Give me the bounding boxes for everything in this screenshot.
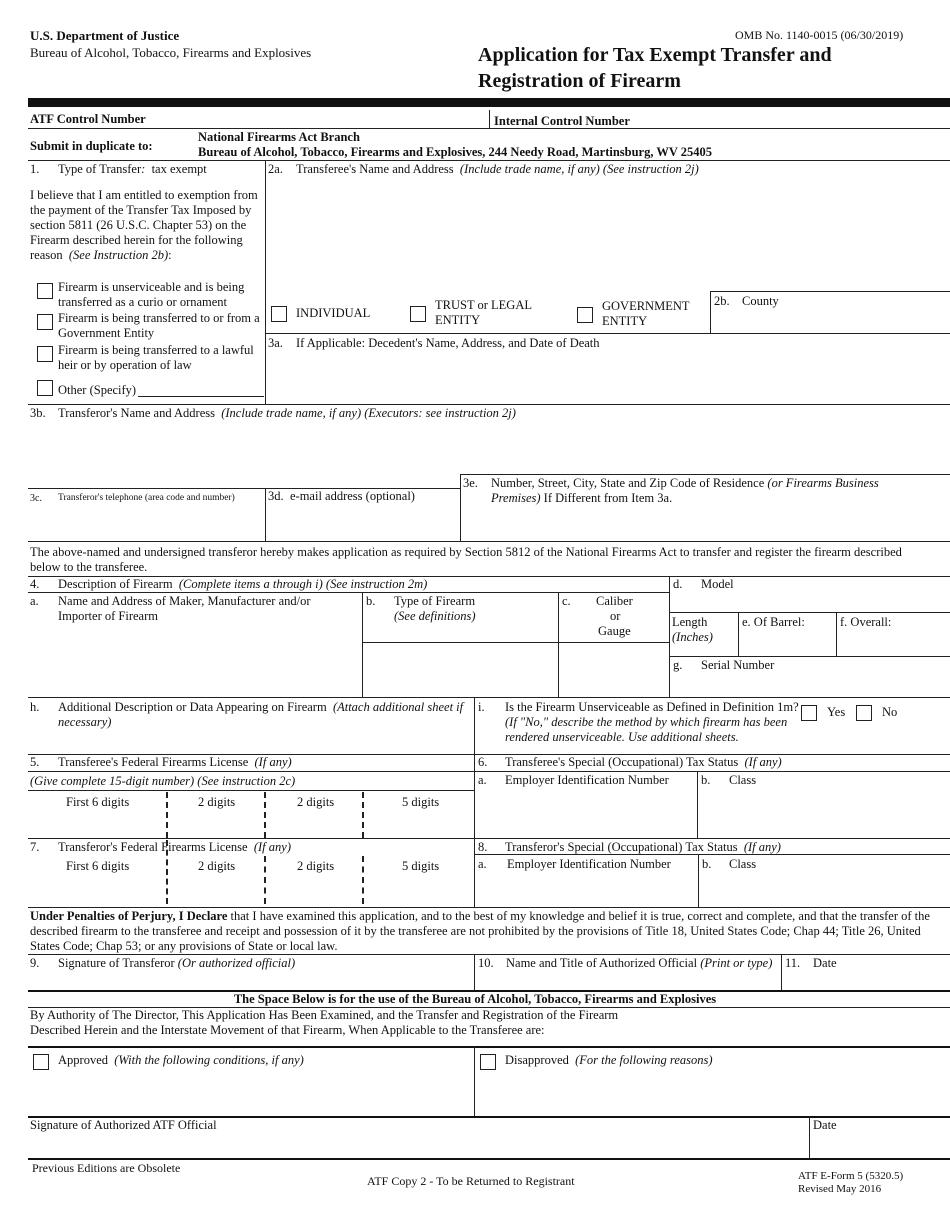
item7-number: 7. [30, 840, 40, 854]
header-bar [28, 98, 950, 107]
item5-number: 5. [30, 755, 40, 769]
item8-label: Transferor's Special (Occupational) Tax Status (If any) [505, 840, 781, 854]
curio-option-label: Firearm is unserviceable and is being transferred as a curio or ornament [58, 280, 245, 309]
government-checkbox[interactable] [577, 307, 593, 323]
gov-label-1: GOVERNMENT [602, 299, 690, 313]
department-name: U.S. Department of Justice [30, 28, 180, 43]
item2a-number: 2a. [268, 162, 283, 176]
approved-label: Approved (With the following conditions, if any) [58, 1053, 304, 1067]
item3b-label: Transferor's Name and Address (Include trade name, if any) (Executors: see instruction 2j) [58, 406, 516, 420]
item11-label: Date [813, 956, 837, 970]
curio-checkbox[interactable] [37, 283, 53, 299]
item3a-number: 3a. [268, 336, 283, 350]
atf-date-label: Date [813, 1118, 837, 1132]
reason-line: reason (See Instruction 2b): [30, 248, 172, 262]
maker-label-2: Importer of Firearm [58, 609, 158, 623]
transferor-ffl-first6-label: First 6 digits [66, 859, 130, 873]
perjury-declaration: Under Penalties of Perjury, I Declare that I have examined this application, and to the best of my knowledge and belief it is true, correct and complete, and that the transfer of the described firearm to the transferee and receipt and possession of it by the transferee are not prohibited by the provisions of Title 18, United States Code; Chap 44; Title 26, United States Code; Chap 53; or any provisions of State or local law. [30, 909, 930, 953]
transferor-ffl-5digits-label: 5 digits [402, 859, 440, 873]
caliber-or: or [610, 609, 621, 623]
trust-checkbox[interactable] [410, 306, 426, 322]
item6-label: Transferee's Special (Occupational) Tax Status (If any) [505, 755, 782, 769]
item2b-number: 2b. [714, 294, 730, 308]
form-title-line1: Application for Tax Exempt Transfer and [478, 44, 832, 66]
item8-ein-label: Employer Identification Number [507, 857, 671, 871]
item5-sub: (Give complete 15-digit number) (See instruction 2c) [30, 774, 296, 788]
item6-ein-label: Employer Identification Number [505, 773, 669, 787]
footer-obsolete: Previous Editions are Obsolete [32, 1161, 181, 1175]
transferee-ffl-2digits-b-label: 2 digits [297, 795, 335, 809]
approved-checkbox[interactable] [33, 1054, 49, 1070]
item3a-label: If Applicable: Decedent's Name, Address, and Date of Death [296, 336, 600, 350]
item7-label: Transferor's Federal Firearms License (If any) [58, 840, 291, 854]
individual-label: INDIVIDUAL [296, 306, 371, 320]
overall-length-label: f. Overall: [840, 615, 892, 629]
county-label: County [742, 294, 779, 308]
form-title-line2: Registration of Firearm [478, 70, 681, 92]
item1-label: Type of Transfer: tax exempt [58, 162, 207, 176]
exemption-statement: I believe that I am entitled to exemption from the payment of the Transfer Tax Imposed by section 5811 (26 U.S.C. Chapter 53) on the Firearm described herein for the following [30, 188, 258, 247]
gauge-label: Gauge [598, 624, 631, 638]
email-label: e-mail address (optional) [290, 489, 415, 503]
item4-number: 4. [30, 577, 40, 591]
length-label: Length [672, 615, 708, 629]
disapproved-label: Disapproved (For the following reasons) [505, 1053, 713, 1067]
maker-label-1: Name and Address of Maker, Manufacturer and/or [58, 594, 311, 608]
government-transfer-checkbox[interactable] [37, 314, 53, 330]
item8-number: 8. [478, 840, 488, 854]
barrel-length-label: e. Of Barrel: [742, 615, 805, 629]
item4b-number: b. [366, 594, 376, 608]
caliber-label: Caliber [596, 594, 633, 608]
atf-authority-line1: By Authority of The Director, This Application Has Been Examined, and the Transfer and Registration of the Firearm [30, 1008, 619, 1022]
item5-label: Transferee's Federal Firearms License (If any) [58, 755, 292, 769]
item3e-number: 3e. [463, 476, 478, 490]
item10-number: 10. [478, 956, 494, 970]
footer-revised: Revised May 2016 [798, 1183, 882, 1195]
unserviceable-yes-checkbox[interactable] [801, 705, 817, 721]
item3b-number: 3b. [30, 406, 46, 420]
transferor-phone-label: Transferor's telephone (area code and number) [58, 493, 235, 503]
transferor-ffl-2digits-b-label: 2 digits [297, 859, 335, 873]
omb-number: OMB No. 1140-0015 (06/30/2019) [735, 28, 904, 42]
application-statement: The above-named and undersigned transferor hereby makes application as required by Section 5812 of the National Firearms Act to transfer and register the firearm described below to the transferee. [30, 545, 902, 574]
atf-use-heading: The Space Below is for the use of the Bureau of Alcohol, Tobacco, Firearms and Explosives [233, 992, 717, 1006]
item4-label: Description of Firearm (Complete items a through i) (See instruction 2m) [58, 577, 428, 591]
no-label: No [882, 705, 898, 719]
item6-class-label: Class [729, 773, 757, 787]
item4h-label: Additional Description or Data Appearing on Firearm (Attach additional sheet if [58, 700, 464, 714]
item8-class-label: Class [729, 857, 757, 871]
item3c-number: 3c. [30, 493, 42, 504]
item11-number: 11. [785, 956, 801, 970]
footer-copy: ATF Copy 2 - To be Returned to Registrant [367, 1174, 575, 1188]
atf-control-label: ATF Control Number [30, 112, 146, 126]
transfer-type-value: tax exempt [151, 162, 207, 176]
unserviceable-note-1: (If "No," describe the method by which firearm has been [505, 715, 788, 729]
firearm-type-label: Type of Firearm [394, 594, 476, 608]
item8a-number: a. [478, 857, 487, 871]
item3e-label-2: Premises) If Different from Item 3a. [491, 491, 673, 505]
item4g-number: g. [673, 658, 683, 672]
submit-label: Submit in duplicate to: [30, 139, 153, 153]
unserviceable-question: Is the Firearm Unserviceable as Defined in Definition 1m? [505, 700, 799, 714]
item3e-label: Number, Street, City, State and Zip Code of Residence (or Firearms Business [491, 476, 879, 490]
bureau-name: Bureau of Alcohol, Tobacco, Firearms and Explosives [30, 45, 312, 60]
heir-checkbox[interactable] [37, 346, 53, 362]
atf-signature-label: Signature of Authorized ATF Official [30, 1118, 217, 1132]
item4i-number: i. [478, 700, 485, 714]
transferee-ffl-2digits-a-label: 2 digits [198, 795, 236, 809]
firearm-type-note: (See definitions) [394, 609, 476, 623]
trust-label-2: ENTITY [435, 313, 481, 327]
item2a-label: Transferee's Name and Address (Include trade name, if any) (See instruction 2j) [296, 162, 699, 176]
trust-label-1: TRUST or LEGAL [435, 298, 532, 312]
yes-label: Yes [827, 705, 846, 719]
unserviceable-note-2: rendered unserviceable. Use additional sheets. [505, 730, 739, 744]
footer-form-number: ATF E-Form 5 (5320.5) [798, 1170, 904, 1182]
atf-authority-line2: Described Herein and the Interstate Movement of that Firearm, When Applicable to the Transferee are: [30, 1023, 545, 1037]
item4h-note: necessary) [58, 715, 112, 729]
disapproved-checkbox[interactable] [480, 1054, 496, 1070]
item4c-number: c. [562, 594, 571, 608]
item6-number: 6. [478, 755, 488, 769]
item9-number: 9. [30, 956, 40, 970]
item6a-number: a. [478, 773, 487, 787]
item4d-number: d. [673, 577, 683, 591]
other-option-label: Other (Specify) [58, 383, 137, 397]
individual-checkbox[interactable] [271, 306, 287, 322]
item10-label: Name and Title of Authorized Official (Print or type) [506, 956, 773, 970]
serial-number-label: Serial Number [701, 658, 775, 672]
transferee-ffl-5digits-label: 5 digits [402, 795, 440, 809]
item6b-number: b. [701, 773, 711, 787]
heir-option-label: Firearm is being transferred to a lawful heir or by operation of law [58, 343, 254, 372]
item1-number: 1. [30, 162, 40, 176]
nfa-branch: National Firearms Act Branch [198, 130, 360, 144]
item3d-number: 3d. [268, 489, 284, 503]
item4a-number: a. [30, 594, 39, 608]
item9-label: Signature of Transferor (Or authorized official) [58, 956, 296, 970]
gov-label-2: ENTITY [602, 314, 648, 328]
unserviceable-no-checkbox[interactable] [856, 705, 872, 721]
transferor-ffl-2digits-a-label: 2 digits [198, 859, 236, 873]
item4h-number: h. [30, 700, 40, 714]
transferee-ffl-first6-label: First 6 digits [66, 795, 130, 809]
length-unit: (Inches) [672, 630, 713, 644]
government-option-label: Firearm is being transferred to or from a Government Entity [58, 311, 260, 340]
internal-control-label: Internal Control Number [494, 114, 630, 128]
other-checkbox[interactable] [37, 380, 53, 396]
item8b-number: b. [702, 857, 712, 871]
model-label: Model [701, 577, 734, 591]
submit-address: Bureau of Alcohol, Tobacco, Firearms and Explosives, 244 Needy Road, Martinsburg, WV 25405 [198, 145, 713, 159]
